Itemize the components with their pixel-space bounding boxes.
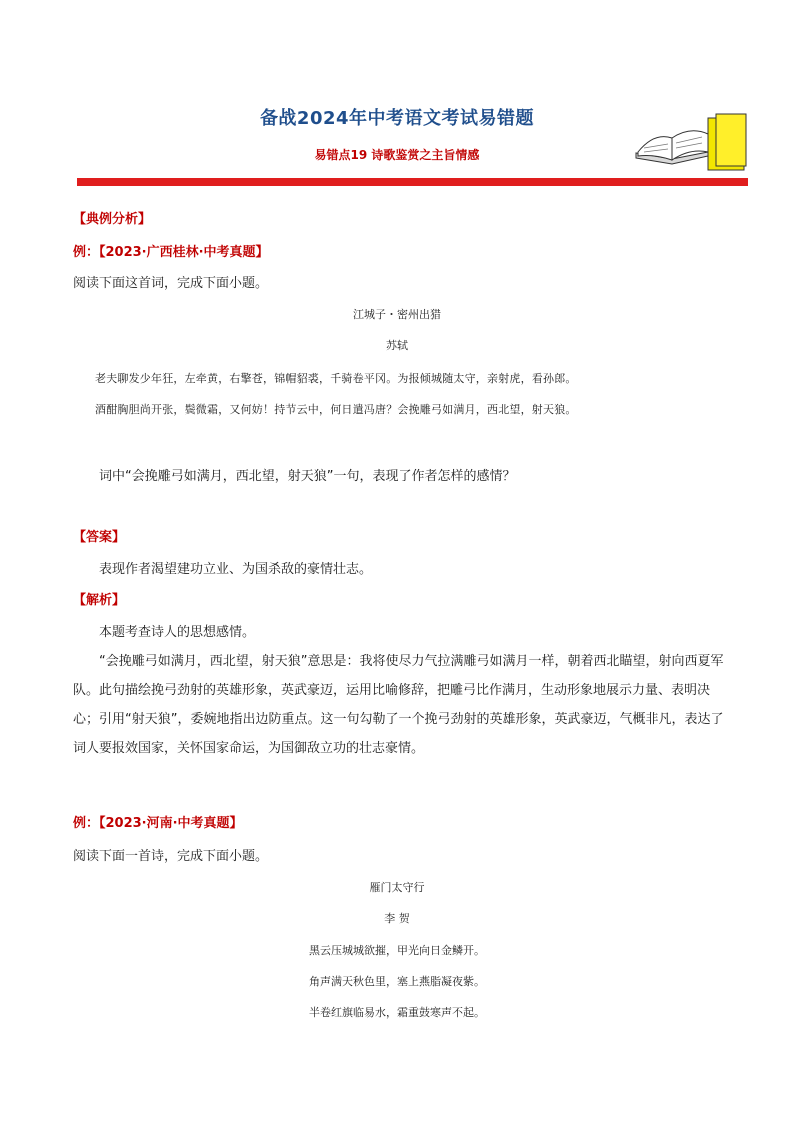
poem1-author: 苏轼: [386, 339, 408, 352]
poem2-line-2: 角声满天秋色里，塞上燕脂凝夜紫。: [309, 975, 485, 988]
analysis-label: 【解析】: [73, 593, 126, 608]
analysis-intro: 本题考查诗人的思想感情。: [99, 625, 256, 640]
poem1-line-1: 老夫聊发少年狂，左牵黄，右擎苍，锦帽貂裘，千骑卷平冈。为报倾城随太守，亲射虎，看孙郎。: [95, 372, 577, 385]
document-subtitle: 易错点19 诗歌鉴赏之主旨情感: [314, 148, 480, 162]
example2-instruction: 阅读下面一首诗，完成下面小题。: [73, 849, 269, 864]
poem2-author: 李 贺: [384, 912, 410, 925]
open-book-icon: [632, 112, 747, 172]
poem2-title: 雁门太守行: [369, 881, 425, 894]
poem1-title: 江城子・密州出猎: [353, 308, 441, 321]
answer-label: 【答案】: [73, 530, 126, 545]
header-divider: [77, 178, 748, 186]
example1-source: 例：【2023·广西桂林·中考真题】: [73, 245, 269, 260]
answer-text: 表现作者渴望建功立业、为国杀敌的豪情壮志。: [99, 562, 373, 577]
document-title: 备战2024年中考语文考试易错题: [259, 108, 535, 129]
example2-source: 例：【2023·河南·中考真题】: [73, 816, 243, 831]
poem1-line-2: 酒酣胸胆尚开张，鬓微霜，又何妨！持节云中，何日遣冯唐？会挽雕弓如满月，西北望，射天狼。: [95, 403, 577, 416]
example1-question: 词中“会挽雕弓如满月，西北望，射天狼”一句，表现了作者怎样的感情？: [99, 469, 516, 484]
section-label-example-analysis: 【典例分析】: [73, 212, 152, 227]
analysis-body: “会挽雕弓如满月，西北望，射天狼”意思是：我将使尽力气拉满雕弓如满月一样，朝着西北瞄望，射向西夏军队。此句描绘挽弓劲射的英雄形象，英武豪迈，运用比喻修辞，把雕弓比作满月，生动形象地展示力量、表明决心；引用“射天狼”，委婉地指出边防重点。这一句勾勒了一个挽弓劲射的英雄形象，英武豪迈，气概非凡，表达了词人要报效国家，关怀国家命运，为国御敌立功的壮志豪情。: [73, 654, 724, 756]
poem2-line-1: 黑云压城城欲摧，甲光向日金鳞开。: [309, 944, 485, 957]
poem2-line-3: 半卷红旗临易水，霜重鼓寒声不起。: [309, 1006, 485, 1019]
example1-instruction: 阅读下面这首词，完成下面小题。: [73, 276, 269, 291]
